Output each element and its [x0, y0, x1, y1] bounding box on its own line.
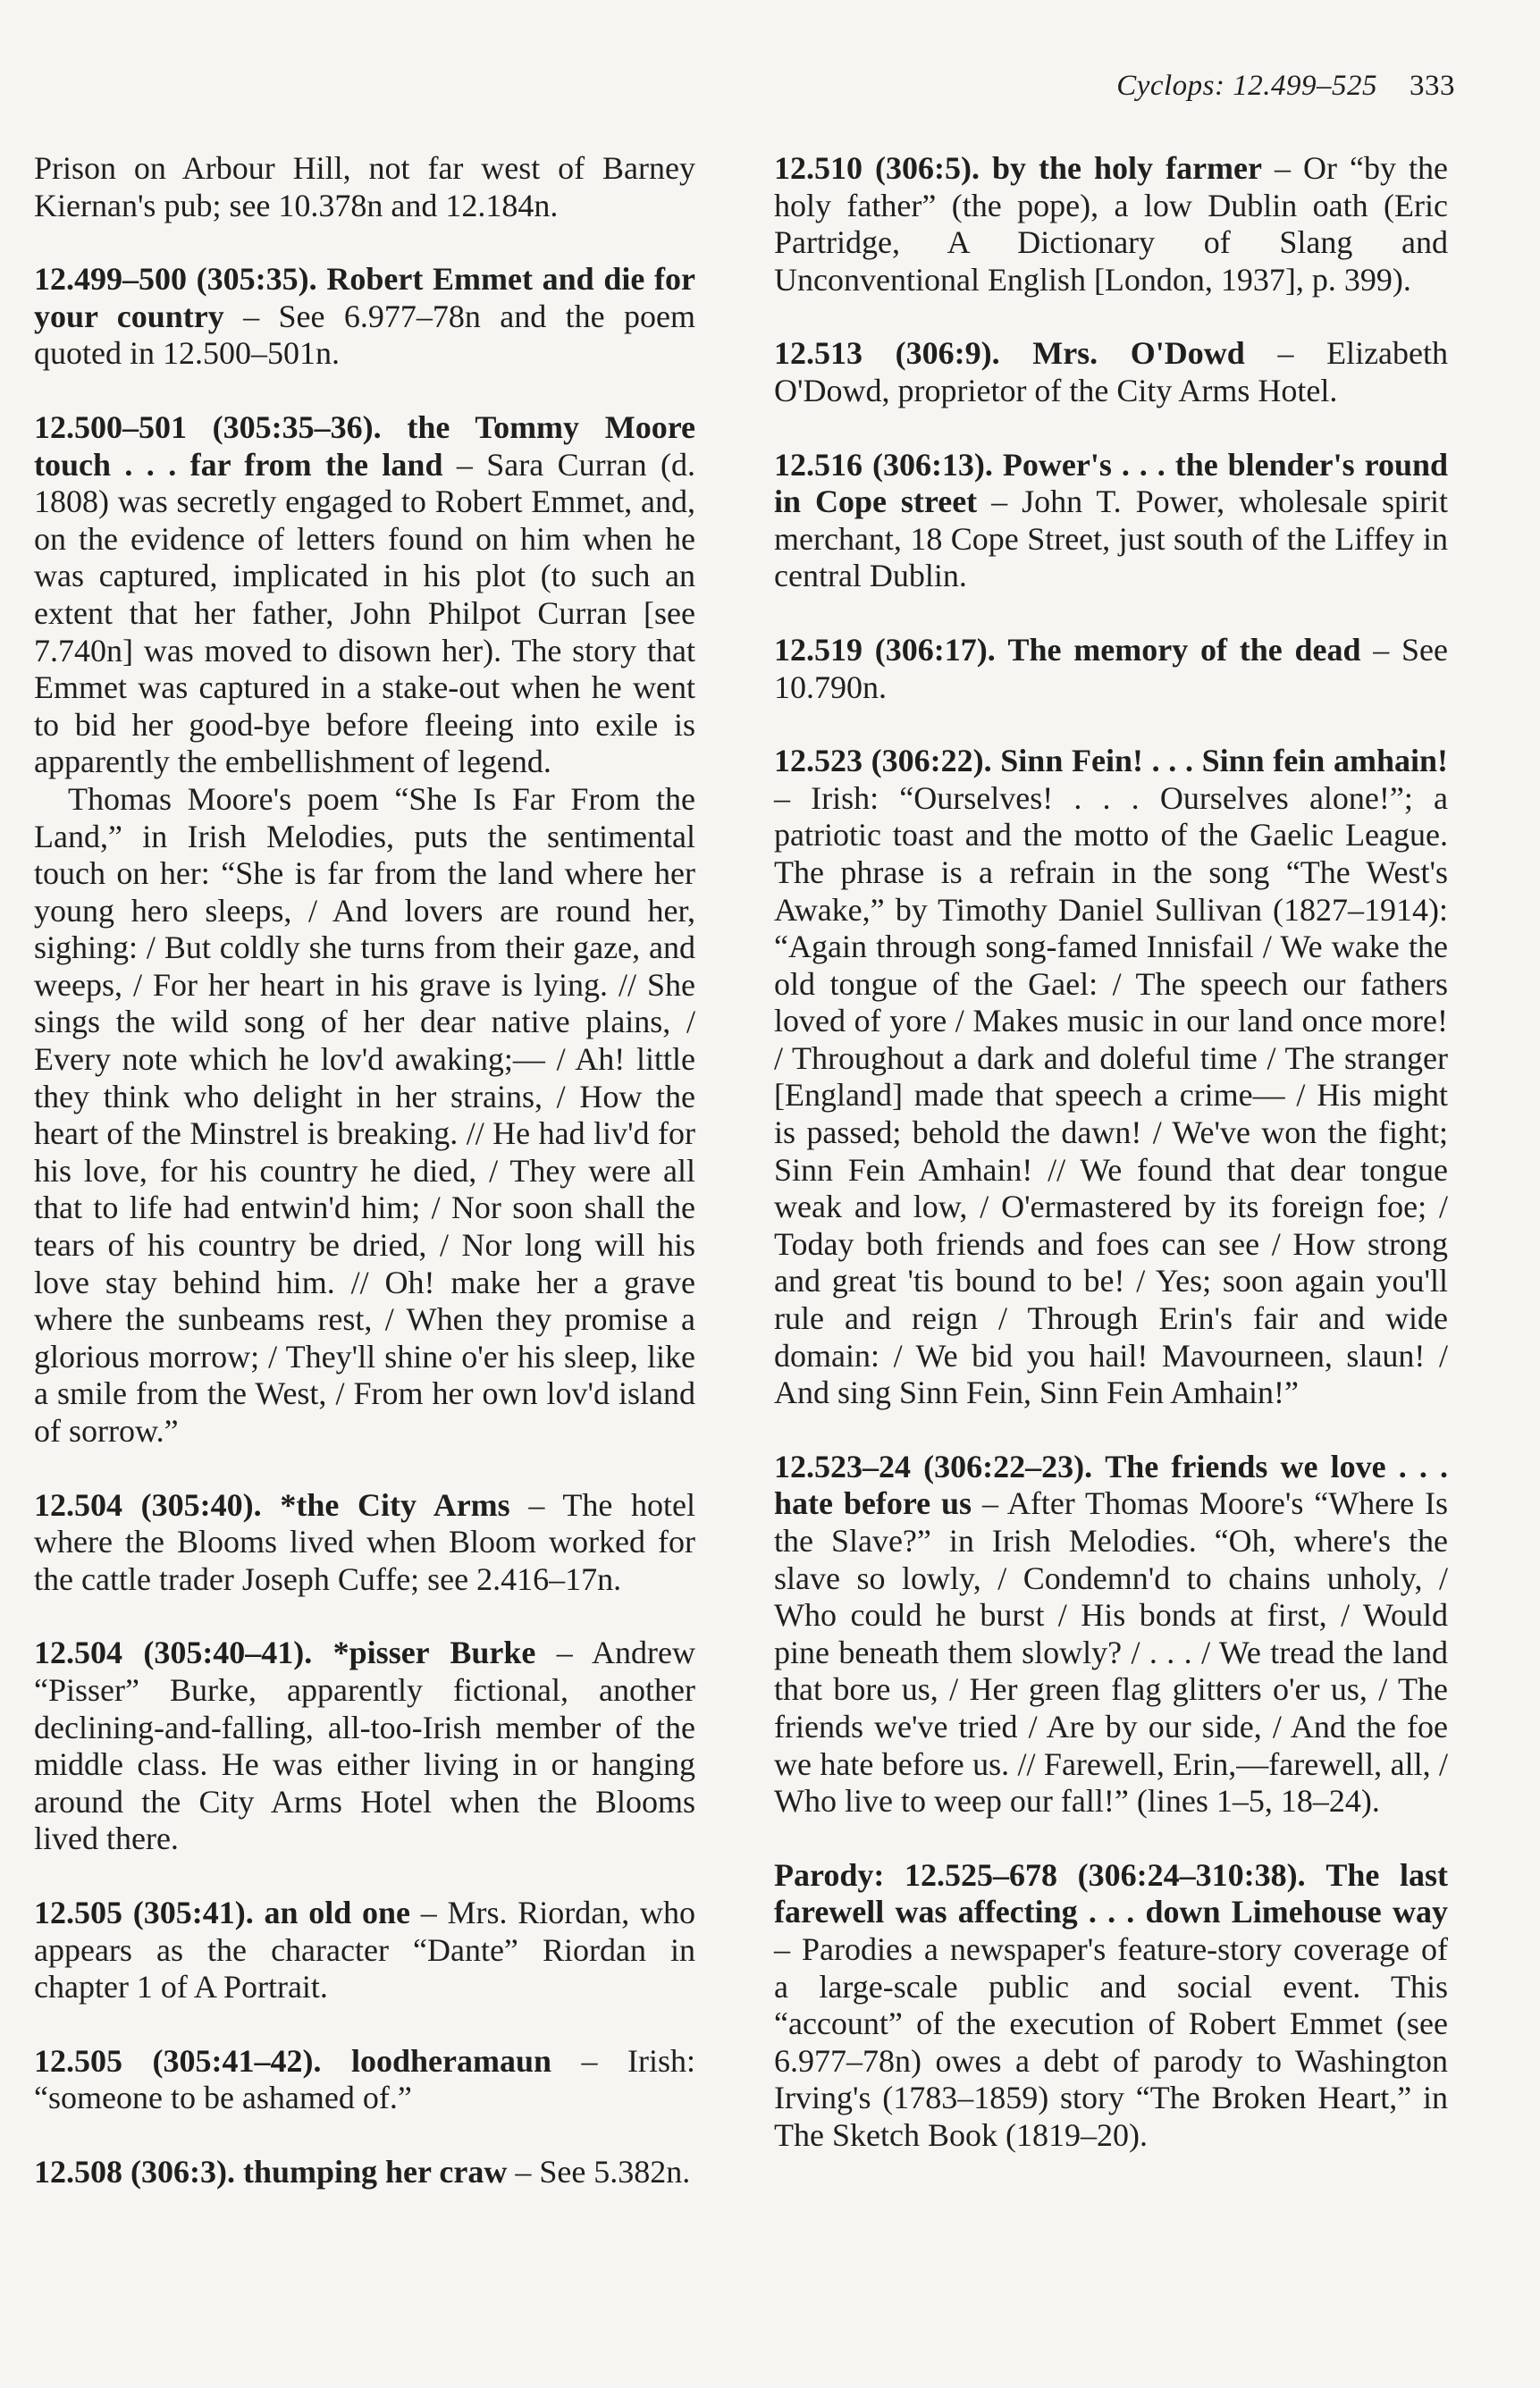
annotation-paragraph	[774, 632, 1448, 706]
annotation-entry	[34, 1635, 695, 1858]
line-reference: 12.504 (305:40).	[34, 1486, 262, 1523]
annotation-text: – See 10.790n.	[774, 631, 1449, 705]
annotation-paragraph	[34, 1635, 695, 1858]
line-reference: 12.519 (306:17).	[774, 631, 996, 668]
annotation-paragraph	[774, 150, 1448, 298]
line-reference: 12.513 (306:9).	[774, 335, 1000, 372]
lemma: the Tommy Moore touch . . . far from the land	[34, 408, 696, 483]
lemma: Robert Emmet and die for your country	[34, 261, 696, 334]
annotation-text: – After Thomas Moore's “Where Is the Slave?” in Irish Melodies. “Oh, where's the slave so lowly, / Condemn'd to chains unholy, / Who could he burst / His bonds at first, / Would pine beneath them slowly? / . . . / We tread the land that bore us, / Her green flag glitters o'er us, / The friends we've tried / Are by our side, / And the foe we hate before us. // Farewell, Erin,—farewell, all, / Who live to weep our fall!” (lines 1–5, 18–24).	[774, 1485, 1448, 1820]
running-head: Cyclops: 12.499–525	[1116, 70, 1377, 102]
line-reference: 12.504 (305:40–41).	[34, 1635, 313, 1671]
running-header	[1116, 70, 1455, 103]
line-reference: 12.505 (305:41).	[34, 1894, 254, 1930]
annotation-text: – Or “by the holy father” (the pope), a low Dublin oath (Eric Partridge, A Dictionary of Slang and Unconventional English [London, 1937], p. 399).	[774, 150, 1449, 298]
annotation-text: – See 5.382n.	[515, 2153, 691, 2190]
annotation-paragraph	[34, 261, 695, 373]
annotation-paragraph	[774, 447, 1448, 595]
annotation-paragraph	[774, 743, 1448, 1412]
annotation-paragraph	[774, 335, 1448, 409]
annotation-entry	[34, 1895, 695, 2006]
annotation-text: – Andrew “Pisser” Burke, apparently fictional, another declining-and-falling, all-too-Irish member of the middle class. He was either living in or hanging around the City Arms Hotel when the Blooms lived there.	[34, 1635, 696, 1857]
annotation-entry	[774, 743, 1448, 1412]
annotation-paragraph	[34, 781, 695, 1450]
annotation-text: – The hotel where the Blooms lived when Bloom worked for the cattle trader Joseph Cuffe; see 2.416–17n.	[34, 1486, 696, 1597]
continuation-text	[34, 150, 695, 224]
lemma: loodheramaun	[350, 2042, 552, 2079]
annotation-text: – See 6.977–78n and the poem quoted in 12.500–501n.	[34, 298, 695, 372]
annotation-text: – Irish: “someone to be ashamed of.”	[34, 2042, 696, 2116]
continuation-paragraph: Prison on Arbour Hill, not far west of Barney Kiernan's pub; see 10.378n and 12.184n.	[34, 150, 695, 223]
lemma: The friends we love . . . hate before us	[774, 1448, 1449, 1522]
line-reference: 12.499–500 (305:35).	[34, 261, 317, 298]
annotation-paragraph	[774, 1857, 1448, 2155]
line-reference: 12.523–24 (306:22–23).	[774, 1448, 1093, 1484]
annotation-entry	[34, 261, 695, 373]
annotation-text: Thomas Moore's poem “She Is Far From the Land,” in Irish Melodies, puts the sentimental touch on her: “She is far from the land where her young hero sleeps, / And lovers are round her, sighing: / But coldly she turns from their gaze, and weeps, / For her heart in his grave is lying. // She sings the wild song of her dear native plains, / Every note which he lov'd awaking;— / Ah! little they think who delight in her strains, / How the heart of the Minstrel is breaking. // He had liv'd for his love, for his country he died, / They were all that to life had entwin'd him; / Nor soon shall the tears of his country be dried, / Nor long will his love stay behind him. // Oh! make her a grave where the sunbeams rest, / When they promise a glorious morrow; / They'll shine o'er his sleep, like a smile from the West, / From her own lov'd island of sorrow.”	[34, 780, 695, 1449]
line-reference: Parody: 12.525–678 (306:24–310:38).	[774, 1856, 1306, 1893]
annotation-paragraph	[774, 1449, 1448, 1820]
annotation-entry	[34, 409, 695, 1450]
annotation-entry	[774, 150, 1448, 298]
lemma: The last farewell was affecting . . . down Limehouse way	[774, 1856, 1449, 1930]
annotation-text: – Mrs. Riordan, who appears as the character “Dante” Riordan in chapter 1 of A Portrait.	[34, 1894, 695, 2005]
annotation-entry	[774, 1449, 1448, 1820]
page-number: 333	[1410, 70, 1455, 102]
annotation-entry	[34, 2043, 695, 2117]
annotation-entry	[774, 335, 1448, 409]
line-reference: 12.510 (306:5).	[774, 150, 980, 186]
lemma: Mrs. O'Dowd	[1032, 335, 1245, 372]
lemma: The memory of the dead	[1007, 631, 1361, 668]
lemma: *the City Arms	[280, 1486, 510, 1523]
lemma: by the holy farmer	[992, 150, 1262, 186]
line-reference: 12.505 (305:41–42).	[34, 2042, 322, 2079]
line-reference: 12.523 (306:22).	[774, 743, 992, 779]
annotation-entry	[774, 1857, 1448, 2155]
annotation-paragraph	[34, 2154, 695, 2191]
annotation-paragraph	[34, 1487, 695, 1599]
right-column	[774, 150, 1448, 2191]
annotation-entry	[774, 632, 1448, 706]
annotation-text: – Parodies a newspaper's feature-story coverage of a large-scale public and social event. This “account” of the execution of Robert Emmet (see 6.977–78n) owes a debt of parody to Washington Irving's (1783–1859) story “The Broken Heart,” in The Sketch Book (1819–20).	[774, 1930, 1448, 2153]
line-reference: 12.516 (306:13).	[774, 446, 993, 483]
annotation-text: – Irish: “Ourselves! . . . Ourselves alone!”; a patriotic toast and the motto of the Gaelic League. The phrase is a refrain in the song “The West's Awake,” by Timothy Daniel Sullivan (1827–1914): “Again through song-famed Innisfail / We wake the old tongue of the Gael: / The speech our fathers loved of yore / Makes music in our land once more! / Throughout a dark and doleful time / The stranger [England] made that speech a crime— / His might is passed; behold the dawn! / We've won the fight; Sinn Fein Amhain! // We found that dear tongue weak and low, / O'ermastered by its foreign foe; / Today both friends and foes can see / How strong and great 'tis bound to be! / Yes; soon again you'll rule and reign / Through Erin's fair and wide domain: / We bid you hail! Mavourneen, slaun! / And sing Sinn Fein, Sinn Fein Amhain!”	[774, 779, 1448, 1411]
lemma: *pisser Burke	[332, 1635, 536, 1671]
line-reference: 12.508 (306:3).	[34, 2153, 235, 2190]
lemma: thumping her craw	[242, 2153, 508, 2190]
lemma: Power's . . . the blender's round in Cope street	[774, 446, 1449, 520]
annotation-text: – Sara Curran (d. 1808) was secretly engaged to Robert Emmet, and, on the evidence of letters found on him when he was captured, implicated in his plot (to such an extent that her father, John Philpot Curran [see 7.740n] was moved to disown her). The story that Emmet was captured in a stake-out when he went to bid her good-bye before fleeing into exile is apparently the embellishment of legend.	[34, 446, 695, 780]
annotation-paragraph	[34, 409, 695, 781]
lemma: an old one	[264, 1894, 411, 1930]
left-column	[34, 150, 695, 2228]
annotation-entry	[774, 447, 1448, 595]
annotation-text: – Elizabeth O'Dowd, proprietor of the City Arms Hotel.	[774, 335, 1449, 408]
annotation-entry	[34, 2154, 695, 2191]
line-reference: 12.500–501 (305:35–36).	[34, 408, 382, 445]
annotation-paragraph	[34, 2043, 695, 2117]
lemma: Sinn Fein! . . . Sinn fein amhain!	[1000, 743, 1448, 779]
annotation-entry	[34, 1487, 695, 1599]
annotation-text: – John T. Power, wholesale spirit merchant, 18 Cope Street, just south of the Liffey in central Dublin.	[774, 483, 1448, 594]
annotation-paragraph	[34, 1895, 695, 2006]
